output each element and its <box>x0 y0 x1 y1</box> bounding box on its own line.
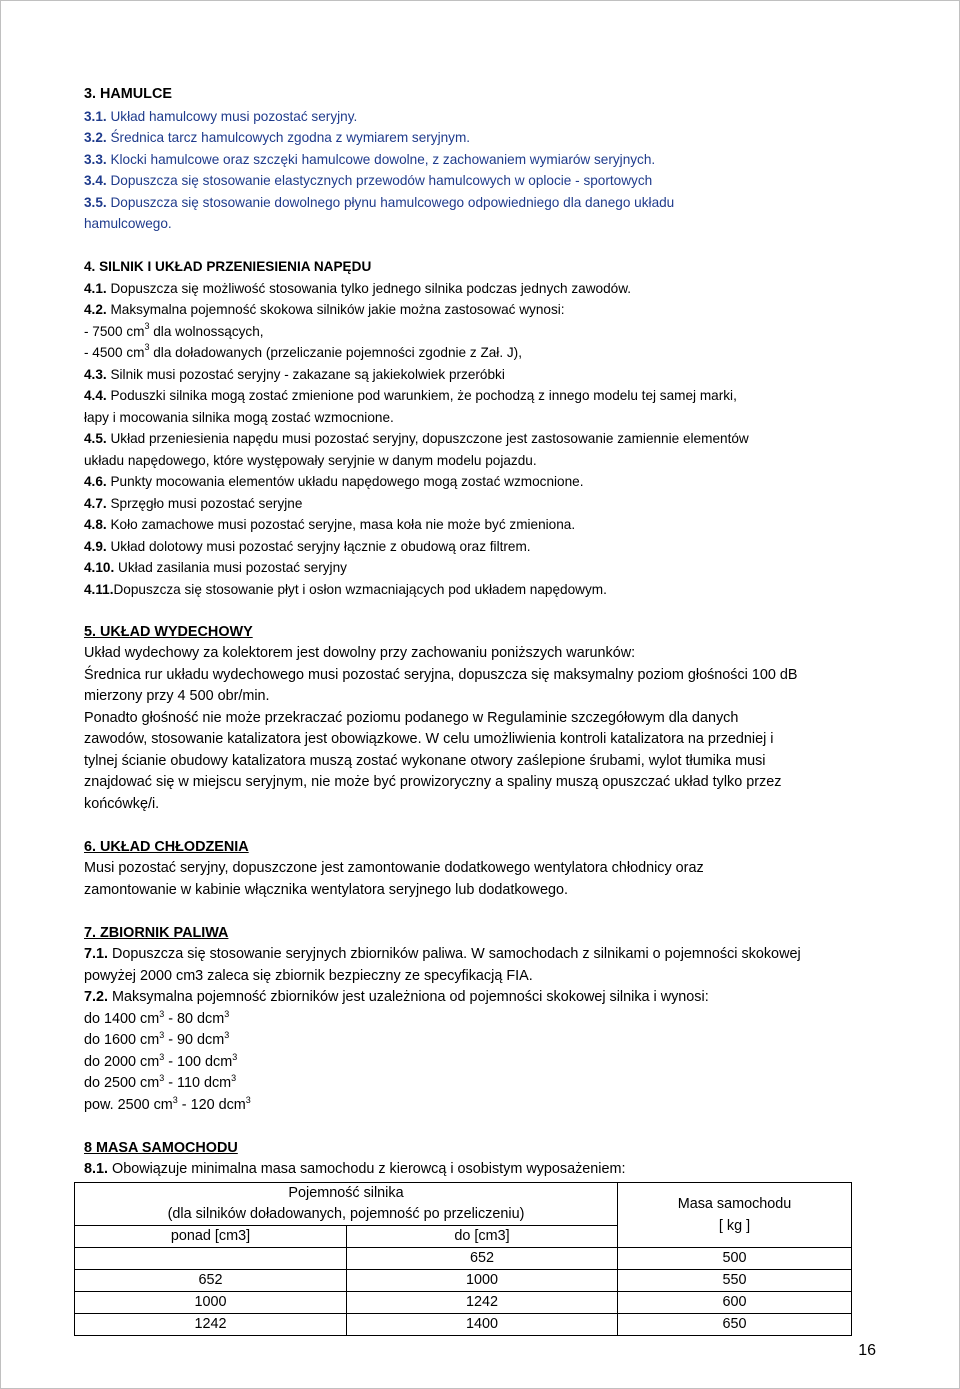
item-text: Silnik musi pozostać seryjny - zakazane są jakiekolwiek przeróbki <box>110 366 505 382</box>
item-4-1 <box>84 278 884 300</box>
item-8-1 <box>84 1159 884 1181</box>
superscript: 3 <box>159 1008 165 1019</box>
table-cell-from: 1242 <box>75 1313 347 1335</box>
table-cell-mass: 550 <box>618 1269 852 1291</box>
table-cell-mass: 650 <box>618 1313 852 1335</box>
item-4-10 <box>84 557 884 579</box>
mass-table <box>74 1182 852 1336</box>
superscript: 3 <box>144 342 150 352</box>
item-3-1 <box>84 106 884 128</box>
tank-capacity: - 100 dcm <box>164 1053 233 1070</box>
fuel-row <box>84 1052 884 1074</box>
table-cell-from: 652 <box>75 1269 347 1291</box>
fuel-row <box>84 1073 884 1095</box>
table-cell-mass: 500 <box>618 1247 852 1269</box>
superscript: 3 <box>245 1094 251 1105</box>
tank-capacity: - 110 dcm <box>164 1075 232 1091</box>
item-3-2 <box>84 127 884 149</box>
item-4-4-cont: łapy i mocowania silnika mogą zostać wzmocnione. <box>84 409 394 425</box>
section-5-heading: 5. UKŁAD WYDECHOWY <box>84 623 253 640</box>
item-text: Koło zamachowe musi pozostać seryjne, masa koła nie może być zmieniona. <box>110 517 576 532</box>
item-3-4 <box>84 170 884 192</box>
item-text: Dopuszcza się stosowanie seryjnych zbiorników paliwa. W samochodach z silnikami o pojemności skokowej <box>112 946 801 962</box>
item-4-11 <box>84 579 884 601</box>
table-header-note: (dla silników doładowanych, pojemność po przeliczeniu) <box>75 1204 618 1226</box>
item-number: 7.1. <box>84 946 109 962</box>
engine-capacity: pow. 2500 cm <box>84 1096 173 1113</box>
superscript: 3 <box>172 1094 178 1105</box>
item-number: 4.11. <box>84 581 114 597</box>
item-number: 4.9. <box>84 538 107 554</box>
item-text: Układ dolotowy musi pozostać seryjny łącznie z obudową oraz filtrem. <box>110 538 531 554</box>
mass-header-unit: [ kg ] <box>718 1217 751 1234</box>
item-number: 3.5. <box>84 194 107 210</box>
item-text: Układ hamulcowy musi pozostać seryjny. <box>110 108 358 124</box>
exhaust-line: mierzony przy 4 500 obr/min. <box>84 688 270 704</box>
item-number: 3.4. <box>84 173 107 188</box>
section-7-heading: 7. ZBIORNIK PALIWA <box>84 924 229 941</box>
exhaust-line: Układ wydechowy za kolektorem jest dowolny przy zachowaniu poniższych warunków: <box>84 645 636 661</box>
tank-capacity: - 90 dcm <box>164 1032 225 1048</box>
item-4-2-b <box>84 342 884 364</box>
engine-capacity: do 1600 cm <box>84 1032 160 1048</box>
section-8-heading: 8 MASA SAMOCHODU <box>84 1139 238 1156</box>
item-number: 4.1. <box>84 280 107 296</box>
section-6-heading: 6. UKŁAD CHŁODZENIA <box>84 838 249 855</box>
section-4-heading: 4. SILNIK I UKŁAD PRZENIESIENIA NAPĘDU <box>84 259 372 274</box>
table-row <box>75 1313 852 1335</box>
table-header-to: do [cm3] <box>347 1225 618 1247</box>
item-text: Sprzęgło musi pozostać seryjne <box>110 495 303 511</box>
table-row <box>75 1291 852 1313</box>
item-7-1-cont: powyżej 2000 cm3 zaleca się zbiornik bezpieczny ze specyfikacją FIA. <box>84 967 533 984</box>
item-number: 4.5. <box>84 431 107 446</box>
item-number: 3.2. <box>84 130 107 145</box>
item-text: Dopuszcza się stosowanie dowolnego płynu hamulcowego odpowiedniego dla danego układu <box>110 194 675 210</box>
fuel-row <box>84 1095 884 1117</box>
item-3-5-cont: hamulcowego. <box>84 216 172 231</box>
table-cell-mass: 600 <box>618 1291 852 1313</box>
tank-capacity: - 120 dcm <box>177 1096 246 1113</box>
exhaust-line: znajdować się w miejscu seryjnym, nie może być prowizoryczny a spaliny muszą opuszczać układ tylko przez <box>84 774 782 790</box>
item-text: Średnica tarcz hamulcowych zgodna z wymiarem seryjnym. <box>110 130 471 145</box>
fuel-row <box>84 1030 884 1052</box>
exhaust-line: tylnej ścianie obudowy katalizatora muszą zostać wykonane otwory zaślepione śrubami, wylot tłumika musi <box>84 752 766 769</box>
engine-capacity: do 1400 cm <box>84 1010 160 1027</box>
item-number: 8.1. <box>84 1161 109 1177</box>
exhaust-line: zawodów, stosowanie katalizatora jest obowiązkowe. W celu umożliwienia kontroli katalizatora na przedniej i <box>84 731 774 747</box>
mass-header-line: Masa samochodu <box>677 1195 792 1212</box>
capacity-value: - 4500 cm <box>84 345 145 360</box>
item-text: Punkty mocowania elementów układu napędowego mogą zostać wzmocnione. <box>110 474 584 489</box>
superscript: 3 <box>224 1008 230 1019</box>
superscript: 3 <box>231 1073 237 1083</box>
item-text: Dopuszcza się możliwość stosowania tylko jednego silnika podczas jednych zawodów. <box>110 280 632 296</box>
section-3-heading: 3. HAMULCE <box>84 86 172 102</box>
item-7-1 <box>84 944 884 966</box>
item-number: 4.6. <box>84 474 107 489</box>
cooling-line: Musi pozostać seryjny, dopuszczone jest zamontowanie dodatkowego wentylatora chłodnicy oraz <box>84 860 704 876</box>
document-body <box>84 84 884 1336</box>
item-4-7 <box>84 493 884 515</box>
item-number: 4.8. <box>84 517 107 532</box>
item-4-2-a <box>84 321 884 343</box>
item-number: 4.2. <box>84 302 107 317</box>
item-3-3 <box>84 149 884 171</box>
table-cell-to: 1242 <box>347 1291 618 1313</box>
item-number: 7.2. <box>84 989 109 1005</box>
exhaust-line: Ponadto głośność nie może przekraczać poziomu podanego w Regulaminie szczegółowym dla danych <box>84 709 739 726</box>
item-4-4 <box>84 385 884 407</box>
table-cell-from <box>75 1247 347 1269</box>
table-cell-to: 1000 <box>347 1269 618 1291</box>
item-4-5 <box>84 428 884 450</box>
item-text: Układ zasilania musi pozostać seryjny <box>118 560 347 575</box>
superscript: 3 <box>159 1030 165 1040</box>
item-number: 3.1. <box>84 108 107 124</box>
table-header-capacity: Pojemność silnika <box>75 1182 618 1204</box>
item-4-5-cont: układu napędowego, które występowały seryjnie w danym modelu pojazdu. <box>84 452 537 468</box>
item-number: 4.3. <box>84 366 107 382</box>
tank-capacity: - 80 dcm <box>164 1010 225 1027</box>
item-text: Układ przeniesienia napędu musi pozostać seryjny, dopuszczone jest zastosowanie zamiennie elementów <box>110 431 749 446</box>
table-cell-to: 652 <box>347 1247 618 1269</box>
item-4-3 <box>84 364 884 386</box>
table-header-from: ponad [cm3] <box>75 1225 347 1247</box>
engine-capacity: do 2500 cm <box>84 1075 160 1091</box>
capacity-desc: dla doładowanych (przeliczanie pojemności zgodnie z Zał. J), <box>149 345 522 360</box>
item-4-9 <box>84 536 884 558</box>
capacity-value: - 7500 cm <box>84 323 145 339</box>
exhaust-line: Średnica rur układu wydechowego musi pozostać seryjna, dopuszcza się maksymalny poziom głośności 100 dB <box>84 666 798 683</box>
exhaust-line: końcówkę/i. <box>84 795 160 812</box>
cooling-line: zamontowanie w kabinie włącznika wentylatora seryjnego lub dodatkowego. <box>84 881 568 898</box>
superscript: 3 <box>159 1073 165 1083</box>
item-text: Dopuszcza się stosowanie płyt i osłon wzmacniających pod układem napędowym. <box>113 581 607 597</box>
item-number: 4.7. <box>84 495 107 511</box>
item-text: Dopuszcza się stosowanie elastycznych przewodów hamulcowych w oplocie - sportowych <box>110 173 653 188</box>
item-4-8 <box>84 514 884 536</box>
table-row <box>75 1247 852 1269</box>
item-text: Maksymalna pojemność skokowa silników jakie można zastosować wynosi: <box>110 302 565 317</box>
superscript: 3 <box>224 1030 230 1040</box>
fuel-row <box>84 1009 884 1031</box>
item-number: 4.4. <box>84 388 107 403</box>
item-text: Obowiązuje minimalna masa samochodu z kierowcą i osobistym wyposażeniem: <box>112 1161 626 1177</box>
item-number: 3.3. <box>84 151 107 167</box>
item-text: Klocki hamulcowe oraz szczęki hamulcowe dowolne, z zachowaniem wymiarów seryjnych. <box>110 151 656 167</box>
item-text: Poduszki silnika mogą zostać zmienione pod warunkiem, że pochodzą z innego modelu tej samej marki, <box>110 388 737 403</box>
item-4-6 <box>84 471 884 493</box>
item-4-2 <box>84 299 884 321</box>
table-row <box>75 1269 852 1291</box>
superscript: 3 <box>144 320 150 331</box>
superscript: 3 <box>159 1051 165 1062</box>
page-number: 16 <box>858 1342 876 1359</box>
capacity-desc: dla wolnossących, <box>149 323 264 339</box>
item-text: Maksymalna pojemność zbiorników jest uzależniona od pojemności skokowej silnika i wynosi: <box>112 989 709 1005</box>
item-3-5 <box>84 192 884 214</box>
item-7-2 <box>84 987 884 1009</box>
engine-capacity: do 2000 cm <box>84 1053 160 1070</box>
table-cell-to: 1400 <box>347 1313 618 1335</box>
table-header-mass <box>618 1182 852 1247</box>
superscript: 3 <box>232 1051 238 1062</box>
table-cell-from: 1000 <box>75 1291 347 1313</box>
item-number: 4.10. <box>84 560 115 575</box>
